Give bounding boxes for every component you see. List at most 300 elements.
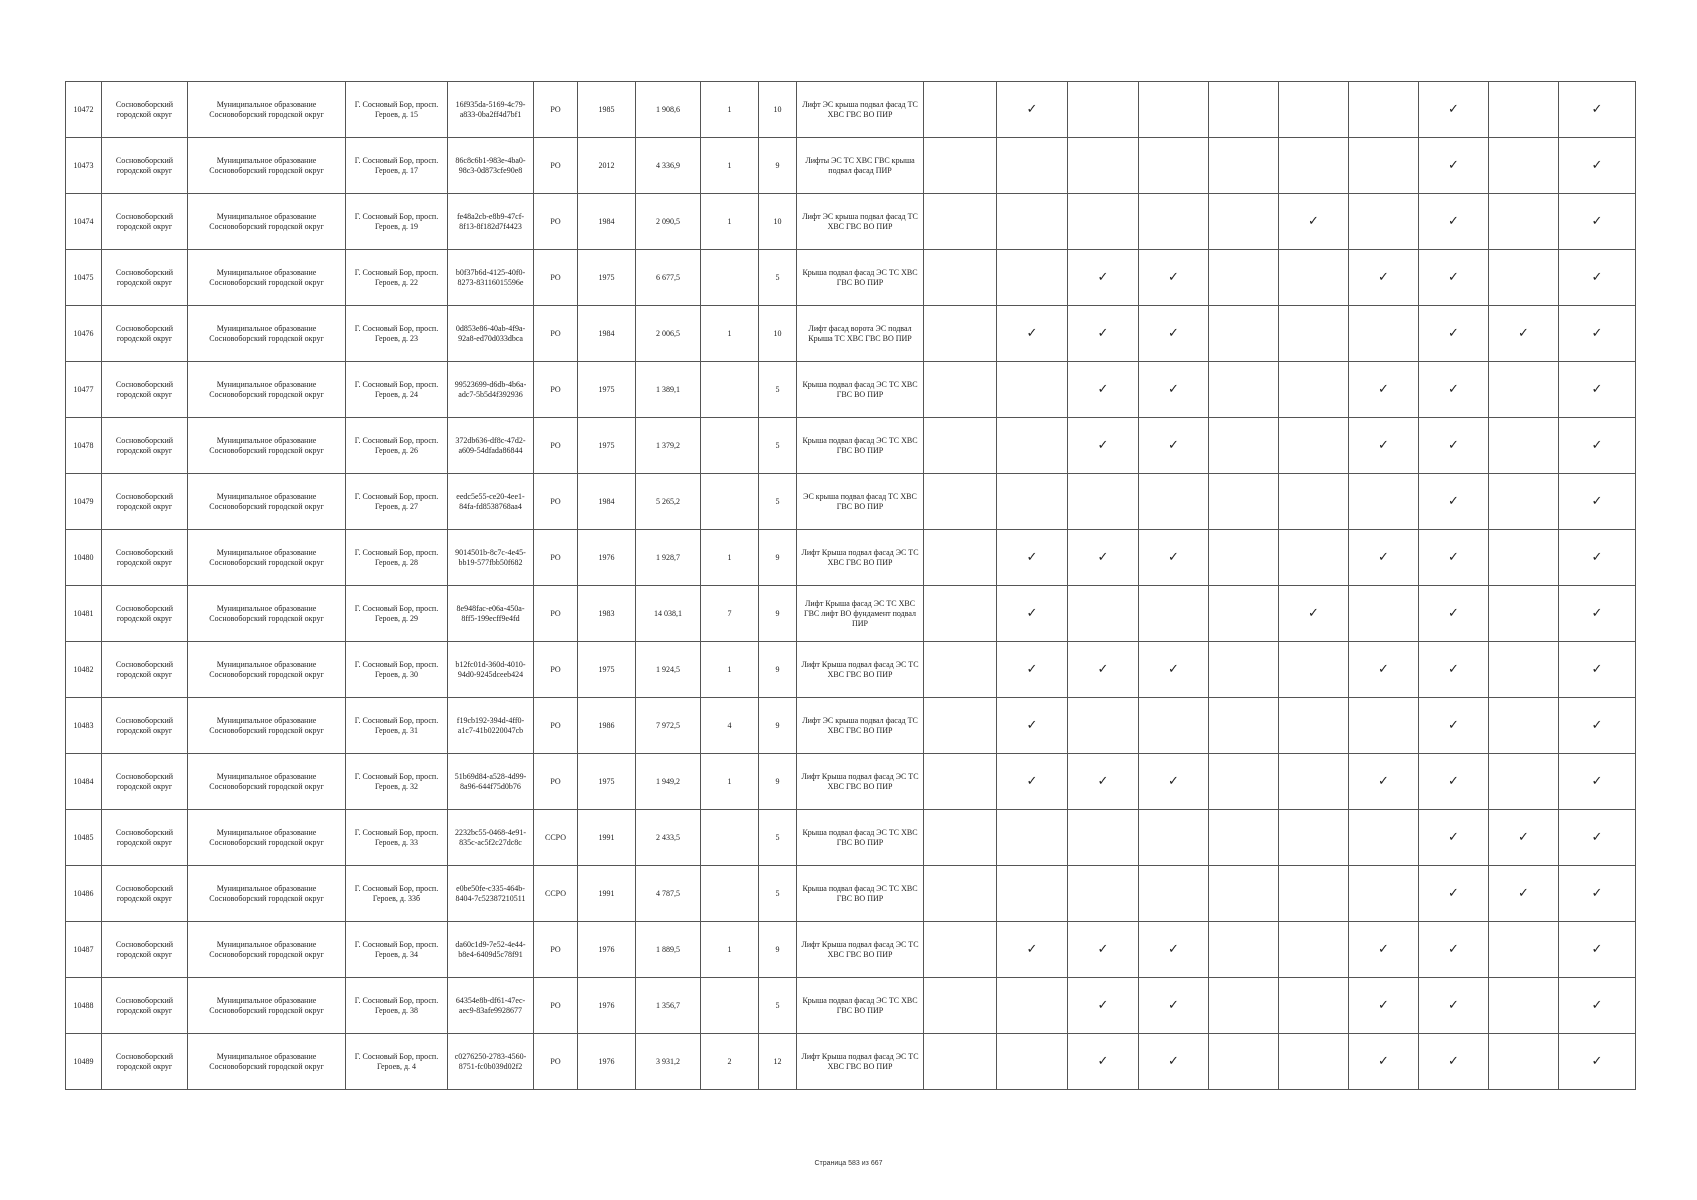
cell-municipality: Муниципальное образование Сосновоборский городской округ (188, 866, 346, 922)
cell-empty (924, 362, 997, 418)
cell-district: Сосновоборский городской округ (102, 586, 188, 642)
cell-district: Сосновоборский городской округ (102, 362, 188, 418)
cell-area: 7 972,5 (636, 698, 701, 754)
cell-empty-check (997, 138, 1068, 194)
cell-id: 10487 (66, 922, 102, 978)
cell-works: Лифт Крыша подвал фасад ЭС ТС ХВС ГВС ВО ПИР (797, 922, 924, 978)
check-mark-icon: ✓ (1068, 418, 1139, 474)
check-mark-icon: ✓ (1419, 138, 1489, 194)
cell-empty (924, 922, 997, 978)
cell-empty-check (1068, 474, 1139, 530)
cell-area: 1 924,5 (636, 642, 701, 698)
cell-empty (924, 586, 997, 642)
cell-works: Крыша подвал фасад ЭС ТС ХВС ГВС ВО ПИР (797, 810, 924, 866)
check-mark-icon: ✓ (1349, 754, 1419, 810)
table-row (66, 306, 1636, 362)
cell-ownership-form: РО (534, 82, 578, 138)
cell-area: 1 389,1 (636, 362, 701, 418)
cell-empty-check (1279, 306, 1349, 362)
cell-address: Г. Сосновый Бор, просп. Героев, д. 33 (346, 810, 448, 866)
cell-lifts (701, 866, 759, 922)
cell-empty-check (1068, 194, 1139, 250)
check-mark-icon: ✓ (1068, 362, 1139, 418)
cell-district: Сосновоборский городской округ (102, 754, 188, 810)
cell-address: Г. Сосновый Бор, просп. Героев, д. 24 (346, 362, 448, 418)
check-mark-icon: ✓ (1139, 642, 1209, 698)
cell-works: Крыша подвал фасад ЭС ТС ХВС ГВС ВО ПИР (797, 362, 924, 418)
cell-municipality: Муниципальное образование Сосновоборский городской округ (188, 698, 346, 754)
cell-year: 1984 (578, 194, 636, 250)
cell-id: 10485 (66, 810, 102, 866)
cell-empty-check (1489, 754, 1559, 810)
check-mark-icon: ✓ (1068, 922, 1139, 978)
cell-empty-check (997, 250, 1068, 306)
cell-empty-check (1209, 250, 1279, 306)
check-mark-icon: ✓ (1419, 362, 1489, 418)
check-mark-icon: ✓ (1559, 82, 1636, 138)
table-row (66, 586, 1636, 642)
cell-lifts (701, 978, 759, 1034)
cell-works: Лифт Крыша фасад ЭС ТС ХВС ГВС лифт ВО фундамент подвал ПИР (797, 586, 924, 642)
cell-municipality: Муниципальное образование Сосновоборский городской округ (188, 978, 346, 1034)
cell-empty-check (1068, 82, 1139, 138)
cell-id: 10473 (66, 138, 102, 194)
cell-empty-check (1489, 978, 1559, 1034)
cell-district: Сосновоборский городской округ (102, 530, 188, 586)
check-mark-icon: ✓ (1139, 754, 1209, 810)
check-mark-icon: ✓ (1559, 698, 1636, 754)
cell-district: Сосновоборский городской округ (102, 978, 188, 1034)
cell-floors: 9 (759, 754, 797, 810)
cell-ownership-form: РО (534, 922, 578, 978)
cell-year: 1991 (578, 810, 636, 866)
cell-address: Г. Сосновый Бор, просп. Героев, д. 34 (346, 922, 448, 978)
check-mark-icon: ✓ (1559, 306, 1636, 362)
cell-guid: 99523699-d6db-4b6a-adc7-5b5d4f392936 (448, 362, 534, 418)
check-mark-icon: ✓ (997, 642, 1068, 698)
cell-empty-check (1349, 586, 1419, 642)
cell-lifts (701, 418, 759, 474)
cell-empty-check (1139, 194, 1209, 250)
check-mark-icon: ✓ (1419, 250, 1489, 306)
cell-lifts: 4 (701, 698, 759, 754)
cell-floors: 9 (759, 530, 797, 586)
table-row (66, 194, 1636, 250)
cell-empty (924, 698, 997, 754)
cell-district: Сосновоборский городской округ (102, 138, 188, 194)
check-mark-icon: ✓ (1559, 642, 1636, 698)
check-mark-icon: ✓ (1349, 362, 1419, 418)
cell-municipality: Муниципальное образование Сосновоборский городской округ (188, 474, 346, 530)
cell-id: 10475 (66, 250, 102, 306)
cell-floors: 10 (759, 194, 797, 250)
check-mark-icon: ✓ (997, 922, 1068, 978)
check-mark-icon: ✓ (1419, 866, 1489, 922)
cell-guid: 0d853e86-40ab-4f9a-92a8-ed70d033dbca (448, 306, 534, 362)
cell-year: 1975 (578, 642, 636, 698)
cell-empty-check (1139, 138, 1209, 194)
check-mark-icon: ✓ (1349, 530, 1419, 586)
cell-floors: 10 (759, 306, 797, 362)
cell-municipality: Муниципальное образование Сосновоборский городской округ (188, 642, 346, 698)
cell-guid: 16f935da-5169-4c79-a833-0ba2ff4d7bf1 (448, 82, 534, 138)
check-mark-icon: ✓ (1559, 530, 1636, 586)
check-mark-icon: ✓ (1068, 642, 1139, 698)
cell-empty-check (1279, 642, 1349, 698)
cell-guid: 86c8c6b1-983e-4ba0-98c3-0d873cfe90e8 (448, 138, 534, 194)
check-mark-icon: ✓ (1559, 194, 1636, 250)
cell-lifts: 1 (701, 922, 759, 978)
cell-empty (924, 810, 997, 866)
check-mark-icon: ✓ (1349, 978, 1419, 1034)
cell-lifts: 2 (701, 1034, 759, 1090)
table-row (66, 978, 1636, 1034)
cell-empty-check (1209, 362, 1279, 418)
cell-address: Г. Сосновый Бор, просп. Героев, д. 27 (346, 474, 448, 530)
table-row (66, 1034, 1636, 1090)
cell-lifts: 1 (701, 754, 759, 810)
cell-empty-check (1209, 922, 1279, 978)
cell-year: 1975 (578, 754, 636, 810)
check-mark-icon: ✓ (1349, 1034, 1419, 1090)
cell-empty-check (1279, 474, 1349, 530)
cell-floors: 5 (759, 810, 797, 866)
cell-empty (924, 978, 997, 1034)
cell-ownership-form: РО (534, 474, 578, 530)
cell-ownership-form: ССРО (534, 810, 578, 866)
cell-empty-check (1279, 1034, 1349, 1090)
cell-area: 14 038,1 (636, 586, 701, 642)
cell-empty-check (1139, 810, 1209, 866)
check-mark-icon: ✓ (1349, 642, 1419, 698)
cell-floors: 5 (759, 474, 797, 530)
check-mark-icon: ✓ (997, 306, 1068, 362)
cell-year: 1976 (578, 978, 636, 1034)
cell-address: Г. Сосновый Бор, просп. Героев, д. 32 (346, 754, 448, 810)
cell-empty-check (1139, 474, 1209, 530)
cell-ownership-form: РО (534, 418, 578, 474)
cell-guid: 64354e8b-df61-47ec-aec9-83afe9928677 (448, 978, 534, 1034)
cell-municipality: Муниципальное образование Сосновоборский городской округ (188, 418, 346, 474)
cell-empty-check (1489, 362, 1559, 418)
cell-address: Г. Сосновый Бор, просп. Героев, д. 38 (346, 978, 448, 1034)
check-mark-icon: ✓ (1419, 1034, 1489, 1090)
cell-empty-check (1209, 306, 1279, 362)
cell-works: Лифт Крыша подвал фасад ЭС ТС ХВС ГВС ВО ПИР (797, 642, 924, 698)
cell-id: 10484 (66, 754, 102, 810)
housing-register-table (65, 81, 1636, 1090)
check-mark-icon: ✓ (1559, 978, 1636, 1034)
cell-empty-check (1139, 82, 1209, 138)
cell-empty-check (1279, 810, 1349, 866)
cell-district: Сосновоборский городской округ (102, 642, 188, 698)
cell-empty-check (1489, 82, 1559, 138)
cell-ownership-form: РО (534, 530, 578, 586)
cell-lifts: 1 (701, 306, 759, 362)
cell-empty-check (1279, 82, 1349, 138)
cell-municipality: Муниципальное образование Сосновоборский городской округ (188, 250, 346, 306)
cell-floors: 5 (759, 978, 797, 1034)
cell-empty-check (1279, 978, 1349, 1034)
cell-year: 1975 (578, 250, 636, 306)
cell-empty-check (1279, 866, 1349, 922)
cell-empty (924, 642, 997, 698)
cell-floors: 9 (759, 642, 797, 698)
cell-empty-check (997, 978, 1068, 1034)
cell-ownership-form: РО (534, 1034, 578, 1090)
cell-lifts: 1 (701, 82, 759, 138)
cell-ownership-form: РО (534, 698, 578, 754)
check-mark-icon: ✓ (1489, 866, 1559, 922)
table-row (66, 698, 1636, 754)
cell-address: Г. Сосновый Бор, просп. Героев, д. 17 (346, 138, 448, 194)
check-mark-icon: ✓ (1419, 530, 1489, 586)
check-mark-icon: ✓ (997, 698, 1068, 754)
cell-empty-check (1209, 586, 1279, 642)
check-mark-icon: ✓ (1559, 754, 1636, 810)
cell-floors: 5 (759, 418, 797, 474)
cell-area: 6 677,5 (636, 250, 701, 306)
cell-address: Г. Сосновый Бор, просп. Героев, д. 33б (346, 866, 448, 922)
check-mark-icon: ✓ (1559, 418, 1636, 474)
check-mark-icon: ✓ (1559, 810, 1636, 866)
cell-id: 10472 (66, 82, 102, 138)
cell-municipality: Муниципальное образование Сосновоборский городской округ (188, 362, 346, 418)
cell-floors: 9 (759, 586, 797, 642)
cell-empty-check (1139, 698, 1209, 754)
check-mark-icon: ✓ (1139, 362, 1209, 418)
cell-municipality: Муниципальное образование Сосновоборский городской округ (188, 810, 346, 866)
cell-year: 1975 (578, 418, 636, 474)
cell-empty-check (1068, 866, 1139, 922)
cell-empty (924, 530, 997, 586)
cell-district: Сосновоборский городской округ (102, 1034, 188, 1090)
table-row (66, 474, 1636, 530)
cell-empty-check (1489, 194, 1559, 250)
cell-empty-check (1489, 642, 1559, 698)
cell-area: 1 949,2 (636, 754, 701, 810)
table-row (66, 362, 1636, 418)
cell-empty-check (1068, 810, 1139, 866)
cell-empty-check (1489, 1034, 1559, 1090)
cell-lifts (701, 362, 759, 418)
check-mark-icon: ✓ (1068, 754, 1139, 810)
cell-area: 3 931,2 (636, 1034, 701, 1090)
cell-address: Г. Сосновый Бор, просп. Героев, д. 31 (346, 698, 448, 754)
cell-municipality: Муниципальное образование Сосновоборский городской округ (188, 586, 346, 642)
cell-empty-check (997, 418, 1068, 474)
cell-works: Лифт ЭС крыша подвал фасад ТС ХВС ГВС ВО ПИР (797, 194, 924, 250)
check-mark-icon: ✓ (1559, 138, 1636, 194)
cell-district: Сосновоборский городской округ (102, 698, 188, 754)
check-mark-icon: ✓ (1559, 362, 1636, 418)
cell-empty-check (1279, 754, 1349, 810)
cell-year: 1976 (578, 922, 636, 978)
cell-address: Г. Сосновый Бор, просп. Героев, д. 19 (346, 194, 448, 250)
check-mark-icon: ✓ (1419, 922, 1489, 978)
cell-empty-check (1489, 698, 1559, 754)
check-mark-icon: ✓ (1139, 978, 1209, 1034)
cell-empty-check (1489, 530, 1559, 586)
cell-empty-check (1209, 754, 1279, 810)
cell-empty-check (1209, 698, 1279, 754)
cell-lifts (701, 250, 759, 306)
cell-empty (924, 866, 997, 922)
check-mark-icon: ✓ (1419, 810, 1489, 866)
cell-guid: 372db636-df8c-47d2-a609-54dfada86844 (448, 418, 534, 474)
cell-empty-check (1349, 698, 1419, 754)
cell-district: Сосновоборский городской округ (102, 866, 188, 922)
page-number-footer: Страница 583 из 667 (814, 1160, 883, 1167)
cell-area: 1 889,5 (636, 922, 701, 978)
cell-floors: 12 (759, 1034, 797, 1090)
table-row (66, 250, 1636, 306)
cell-guid: fe48a2cb-e8b9-47cf-8f13-8f182d7f4423 (448, 194, 534, 250)
check-mark-icon: ✓ (1139, 922, 1209, 978)
cell-empty-check (1209, 1034, 1279, 1090)
cell-guid: eedc5e55-ce20-4ee1-84fa-fd8538768aa4 (448, 474, 534, 530)
cell-works: Лифты ЭС ТС ХВС ГВС крыша подвал фасад ПИР (797, 138, 924, 194)
cell-year: 1985 (578, 82, 636, 138)
cell-works: Лифт ЭС крыша подвал фасад ТС ХВС ГВС ВО ПИР (797, 698, 924, 754)
cell-area: 4 336,9 (636, 138, 701, 194)
check-mark-icon: ✓ (1139, 1034, 1209, 1090)
cell-empty-check (1068, 698, 1139, 754)
cell-id: 10483 (66, 698, 102, 754)
cell-works: Крыша подвал фасад ЭС ТС ХВС ГВС ВО ПИР (797, 418, 924, 474)
cell-id: 10486 (66, 866, 102, 922)
cell-empty-check (1209, 418, 1279, 474)
cell-guid: b12fc01d-360d-4010-94d0-9245dceeb424 (448, 642, 534, 698)
cell-address: Г. Сосновый Бор, просп. Героев, д. 23 (346, 306, 448, 362)
check-mark-icon: ✓ (1559, 1034, 1636, 1090)
cell-municipality: Муниципальное образование Сосновоборский городской округ (188, 922, 346, 978)
cell-empty-check (1489, 250, 1559, 306)
cell-lifts (701, 474, 759, 530)
check-mark-icon: ✓ (1489, 306, 1559, 362)
cell-area: 1 908,6 (636, 82, 701, 138)
check-mark-icon: ✓ (1489, 810, 1559, 866)
cell-id: 10481 (66, 586, 102, 642)
check-mark-icon: ✓ (1139, 306, 1209, 362)
cell-district: Сосновоборский городской округ (102, 306, 188, 362)
cell-guid: b0f37b6d-4125-40f0-8273-83116015596e (448, 250, 534, 306)
cell-empty (924, 474, 997, 530)
cell-guid: 2232bc55-0468-4e91-835c-ac5f2c27dc8c (448, 810, 534, 866)
cell-ownership-form: РО (534, 586, 578, 642)
cell-empty-check (997, 1034, 1068, 1090)
cell-empty-check (1349, 194, 1419, 250)
cell-guid: 8e948fac-e06a-450a-8ff5-199ecff9e4fd (448, 586, 534, 642)
cell-lifts: 1 (701, 138, 759, 194)
cell-year: 2012 (578, 138, 636, 194)
cell-address: Г. Сосновый Бор, просп. Героев, д. 29 (346, 586, 448, 642)
cell-empty-check (1279, 922, 1349, 978)
cell-ownership-form: РО (534, 306, 578, 362)
cell-empty-check (1489, 586, 1559, 642)
cell-empty-check (1279, 698, 1349, 754)
table-row (66, 418, 1636, 474)
cell-empty-check (1209, 642, 1279, 698)
cell-guid: 51b69d84-a528-4d99-8a96-644f75d0b76 (448, 754, 534, 810)
cell-area: 1 928,7 (636, 530, 701, 586)
check-mark-icon: ✓ (1139, 530, 1209, 586)
cell-id: 10474 (66, 194, 102, 250)
cell-area: 2 433,5 (636, 810, 701, 866)
cell-municipality: Муниципальное образование Сосновоборский городской округ (188, 754, 346, 810)
table-row (66, 530, 1636, 586)
cell-empty (924, 250, 997, 306)
cell-works: Лифт Крыша подвал фасад ЭС ТС ХВС ГВС ВО ПИР (797, 1034, 924, 1090)
check-mark-icon: ✓ (1068, 250, 1139, 306)
table-row (66, 866, 1636, 922)
check-mark-icon: ✓ (997, 530, 1068, 586)
check-mark-icon: ✓ (1349, 418, 1419, 474)
cell-guid: 9014501b-8c7c-4e45-bb19-577fbb50f682 (448, 530, 534, 586)
check-mark-icon: ✓ (1419, 978, 1489, 1034)
cell-district: Сосновоборский городской округ (102, 82, 188, 138)
cell-empty-check (1349, 138, 1419, 194)
cell-area: 2 006,5 (636, 306, 701, 362)
cell-district: Сосновоборский городской округ (102, 194, 188, 250)
check-mark-icon: ✓ (1068, 306, 1139, 362)
cell-empty-check (997, 362, 1068, 418)
cell-empty-check (1209, 810, 1279, 866)
cell-works: Крыша подвал фасад ЭС ТС ХВС ГВС ВО ПИР (797, 866, 924, 922)
check-mark-icon: ✓ (1279, 194, 1349, 250)
cell-empty-check (1349, 866, 1419, 922)
cell-address: Г. Сосновый Бор, просп. Героев, д. 4 (346, 1034, 448, 1090)
cell-address: Г. Сосновый Бор, просп. Героев, д. 22 (346, 250, 448, 306)
cell-empty-check (1279, 418, 1349, 474)
cell-empty-check (1139, 866, 1209, 922)
cell-floors: 9 (759, 698, 797, 754)
check-mark-icon: ✓ (1419, 82, 1489, 138)
check-mark-icon: ✓ (1419, 754, 1489, 810)
cell-works: Лифт фасад ворота ЭС подвал Крыша ТС ХВС ГВС ВО ПИР (797, 306, 924, 362)
cell-empty (924, 82, 997, 138)
check-mark-icon: ✓ (1349, 250, 1419, 306)
cell-address: Г. Сосновый Бор, просп. Героев, д. 15 (346, 82, 448, 138)
cell-id: 10480 (66, 530, 102, 586)
cell-municipality: Муниципальное образование Сосновоборский городской округ (188, 138, 346, 194)
check-mark-icon: ✓ (1419, 306, 1489, 362)
table-row (66, 922, 1636, 978)
check-mark-icon: ✓ (1559, 866, 1636, 922)
cell-year: 1983 (578, 586, 636, 642)
cell-year: 1991 (578, 866, 636, 922)
cell-lifts (701, 810, 759, 866)
cell-floors: 5 (759, 866, 797, 922)
check-mark-icon: ✓ (1279, 586, 1349, 642)
cell-works: Крыша подвал фасад ЭС ТС ХВС ГВС ВО ПИР (797, 978, 924, 1034)
check-mark-icon: ✓ (1068, 978, 1139, 1034)
cell-empty-check (1209, 194, 1279, 250)
cell-empty-check (1349, 306, 1419, 362)
cell-id: 10478 (66, 418, 102, 474)
cell-area: 1 356,7 (636, 978, 701, 1034)
check-mark-icon: ✓ (1139, 250, 1209, 306)
cell-area: 4 787,5 (636, 866, 701, 922)
cell-empty (924, 306, 997, 362)
check-mark-icon: ✓ (1068, 1034, 1139, 1090)
cell-empty (924, 194, 997, 250)
cell-works: Лифт ЭС крыша подвал фасад ТС ХВС ГВС ВО ПИР (797, 82, 924, 138)
cell-area: 2 090,5 (636, 194, 701, 250)
cell-id: 10477 (66, 362, 102, 418)
cell-id: 10482 (66, 642, 102, 698)
check-mark-icon: ✓ (997, 82, 1068, 138)
